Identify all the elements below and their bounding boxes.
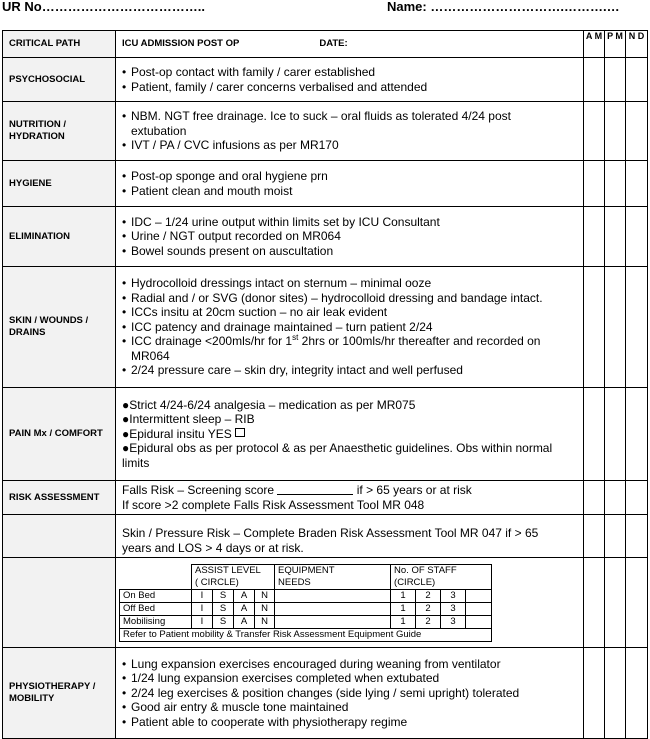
list-item: • Bowel sounds present on auscultation: [122, 244, 579, 259]
nd-checkbox[interactable]: [626, 161, 648, 207]
patient-name-field[interactable]: Name: ………………………….……….…: [387, 0, 620, 14]
list-item: • Good air entry & muscle tone maintained: [122, 700, 579, 715]
assist-option-a[interactable]: A: [234, 602, 255, 615]
nutrition-label: NUTRITION / HYDRATION: [3, 102, 116, 161]
staff-option-1[interactable]: 1: [391, 589, 416, 602]
list-item-text: ●Epidural insitu YES: [122, 426, 232, 441]
staff-option-2[interactable]: 2: [416, 602, 441, 615]
superscript: st: [292, 333, 299, 343]
pm-checkbox[interactable]: [605, 481, 626, 515]
list-item-text: limits: [122, 455, 150, 470]
risk-assessment-row: [3, 481, 648, 515]
psychosocial-label: PSYCHOSOCIAL: [3, 58, 116, 102]
list-item: • Patient, family / carer concerns verbalised and attended: [122, 80, 579, 95]
list-item: • ICCs insitu at 20cm suction – no air leak evident: [122, 305, 579, 320]
skin-pressure-risk-row: [3, 515, 648, 558]
list-item: • Patient able to cooperate with physiotherapy regime: [122, 715, 579, 730]
mobility-row-label: Off Bed: [120, 602, 192, 615]
list-item: • Post-op contact with family / carer established: [122, 65, 579, 80]
mobility-row-off-bed: [120, 602, 492, 615]
pathway-title-text: ICU ADMISSION POST OP: [122, 37, 240, 49]
mobility-row-label: Mobilising: [120, 615, 192, 628]
nd-checkbox[interactable]: [626, 207, 648, 267]
elimination-row: [3, 207, 648, 267]
assist-option-i[interactable]: I: [192, 602, 213, 615]
list-item-text: 2hrs or 100mls/hr thereafter and recorded on: [298, 334, 541, 349]
epidural-yes-checkbox[interactable]: [235, 428, 245, 437]
list-item: • IDC – 1/24 urine output within limits set by ICU Consultant: [122, 215, 579, 230]
list-item: • 1/24 lung expansion exercises completed when extubated: [122, 671, 579, 686]
list-item: • Urine / NGT output recorded on MR064: [122, 229, 579, 244]
pm-checkbox[interactable]: [605, 58, 626, 102]
am-checkbox[interactable]: [584, 481, 605, 515]
form-header: [0, 0, 650, 22]
equipment-needs-field[interactable]: [275, 602, 391, 615]
list-item: • Post-op sponge and oral hygiene prn: [122, 169, 579, 184]
pm-checkbox[interactable]: [605, 515, 626, 558]
mobility-row-label: On Bed: [120, 589, 192, 602]
pm-column-header: P M: [605, 31, 626, 58]
list-item: • Hydrocolloid dressings intact on sternum – minimal ooze: [122, 276, 579, 291]
falls-score-field[interactable]: [277, 484, 353, 495]
am-checkbox[interactable]: [584, 558, 605, 648]
pm-checkbox[interactable]: [605, 161, 626, 207]
list-item: ●Strict 4/24-6/24 analgesia – medication as per MR075: [122, 397, 416, 412]
assist-option-a[interactable]: A: [234, 615, 255, 628]
falls-risk-text: If score >2 complete Falls Risk Assessment Tool MR 048: [122, 497, 425, 512]
pm-checkbox[interactable]: [605, 648, 626, 739]
am-checkbox[interactable]: [584, 648, 605, 739]
list-item-text: MR064: [131, 348, 170, 363]
list-item: • Lung expansion exercises encouraged during weaning from ventilator: [122, 657, 579, 672]
mobility-footer-row: [120, 628, 492, 641]
pm-checkbox[interactable]: [605, 102, 626, 161]
list-item-text: extubation: [131, 123, 187, 138]
staff-option-3[interactable]: 3: [441, 602, 466, 615]
staff-option-2[interactable]: 2: [416, 615, 441, 628]
list-item-text: ●Epidural obs as per protocol & as per Anaesthetic guidelines. Obs within normal: [122, 441, 553, 456]
risk-assessment-label: RISK ASSESSMENT: [3, 481, 116, 515]
staff-option-2[interactable]: 2: [416, 589, 441, 602]
nd-column-header: N D: [626, 31, 648, 58]
am-checkbox[interactable]: [584, 161, 605, 207]
assist-option-s[interactable]: S: [213, 602, 234, 615]
skin-wounds-label: SKIN / WOUNDS / DRAINS: [3, 267, 116, 388]
list-item-text: NBM. NGT free drainage. Ice to suck – oral fluids as tolerated 4/24 post: [131, 109, 511, 124]
physiotherapy-label: PHYSIOTHERAPY / MOBILITY: [3, 648, 116, 739]
nd-checkbox[interactable]: [626, 102, 648, 161]
assist-level-subheader: ( CIRCLE): [192, 577, 275, 590]
nd-checkbox[interactable]: [626, 388, 648, 481]
assist-option-i[interactable]: I: [192, 589, 213, 602]
staff-option-1[interactable]: 1: [391, 602, 416, 615]
am-checkbox[interactable]: [584, 267, 605, 388]
assist-option-a[interactable]: A: [234, 589, 255, 602]
pm-checkbox[interactable]: [605, 388, 626, 481]
pain-comfort-row: [3, 388, 648, 481]
critical-path-header: CRITICAL PATH: [3, 31, 116, 58]
physiotherapy-row: [3, 648, 648, 739]
list-item: [122, 441, 579, 470]
list-item: • 2/24 leg exercises & position changes (side lying / semi upright) tolerated: [122, 686, 579, 701]
am-checkbox[interactable]: [584, 58, 605, 102]
assist-option-n[interactable]: N: [255, 615, 275, 628]
nd-checkbox[interactable]: [626, 267, 648, 388]
am-checkbox[interactable]: [584, 515, 605, 558]
mobility-header-row-1: [120, 564, 492, 577]
am-column-header: A M: [584, 31, 605, 58]
pm-checkbox[interactable]: [605, 558, 626, 648]
skin-pressure-risk-text: Skin / Pressure Risk – Complete Braden Risk Assessment Tool MR 047 if > 65: [122, 526, 539, 540]
mobility-header-row-2: [120, 577, 492, 590]
assist-option-n[interactable]: N: [255, 589, 275, 602]
pathway-title: [116, 31, 584, 58]
list-item: [122, 109, 579, 138]
elimination-label: ELIMINATION: [3, 207, 116, 267]
ur-number-field[interactable]: UR No………………………………..: [2, 0, 205, 14]
list-item-text: ICC drainage <200mls/hr for 1: [131, 334, 293, 349]
list-item: [122, 427, 579, 442]
nd-checkbox[interactable]: [626, 58, 648, 102]
equipment-needs-field[interactable]: [275, 615, 391, 628]
mobility-row-mobilising: [120, 615, 492, 628]
staff-option-1[interactable]: 1: [391, 615, 416, 628]
pm-checkbox[interactable]: [605, 207, 626, 267]
equipment-needs-field[interactable]: [275, 589, 391, 602]
falls-risk-text: if > 65 years or at risk: [356, 483, 472, 497]
equipment-needs-header: EQUIPMENT: [275, 564, 391, 577]
hygiene-row: [3, 161, 648, 207]
mobility-row-on-bed: [120, 589, 492, 602]
list-item: [122, 334, 579, 363]
mobility-assist-table: [119, 564, 492, 642]
list-item: • IVT / PA / CVC infusions as per MR170: [122, 138, 579, 153]
mobility-equipment-guide-note: Refer to Patient mobility & Transfer Risk Assessment Equipment Guide: [120, 628, 492, 641]
list-item: • Radial and / or SVG (donor sites) – hydrocolloid dressing and bandage intact.: [122, 291, 579, 306]
skin-pressure-risk-text: years and LOS > 4 days or at risk.: [122, 540, 304, 555]
list-item: • 2/24 pressure care – skin dry, integrity intact and well perfused: [122, 363, 579, 378]
nutrition-row: [3, 102, 648, 161]
date-field[interactable]: DATE:: [319, 37, 348, 49]
list-item: ●Intermittent sleep – RIB: [122, 412, 255, 427]
nd-checkbox[interactable]: [626, 515, 648, 558]
staff-option-3[interactable]: 3: [441, 589, 466, 602]
nd-checkbox[interactable]: [626, 558, 648, 648]
assist-option-s[interactable]: S: [213, 589, 234, 602]
list-item: • Patient clean and mouth moist: [122, 184, 579, 199]
skin-wounds-row: [3, 267, 648, 388]
column-header-row: [3, 31, 648, 58]
assist-option-s[interactable]: S: [213, 615, 234, 628]
staff-count-subheader: (CIRCLE): [391, 577, 492, 590]
clinical-pathway-table: [2, 30, 648, 739]
assist-option-n[interactable]: N: [255, 602, 275, 615]
staff-count-header: No. OF STAFF: [391, 564, 492, 577]
pain-comfort-label: PAIN Mx / COMFORT: [3, 388, 116, 481]
list-item: • ICC patency and drainage maintained – turn patient 2/24: [122, 320, 579, 335]
am-checkbox[interactable]: [584, 207, 605, 267]
hygiene-label: HYGIENE: [3, 161, 116, 207]
nd-checkbox[interactable]: [626, 481, 648, 515]
mobility-assessment-row: [3, 558, 648, 648]
equipment-needs-subheader: NEEDS: [275, 577, 391, 590]
assist-option-i[interactable]: I: [192, 615, 213, 628]
falls-risk-text: Falls Risk – Screening score: [122, 483, 275, 497]
pm-checkbox[interactable]: [605, 267, 626, 388]
staff-option-3[interactable]: 3: [441, 615, 466, 628]
am-checkbox[interactable]: [584, 388, 605, 481]
psychosocial-row: [3, 58, 648, 102]
assist-level-header: ASSIST LEVEL: [192, 564, 275, 577]
am-checkbox[interactable]: [584, 102, 605, 161]
nd-checkbox[interactable]: [626, 648, 648, 739]
